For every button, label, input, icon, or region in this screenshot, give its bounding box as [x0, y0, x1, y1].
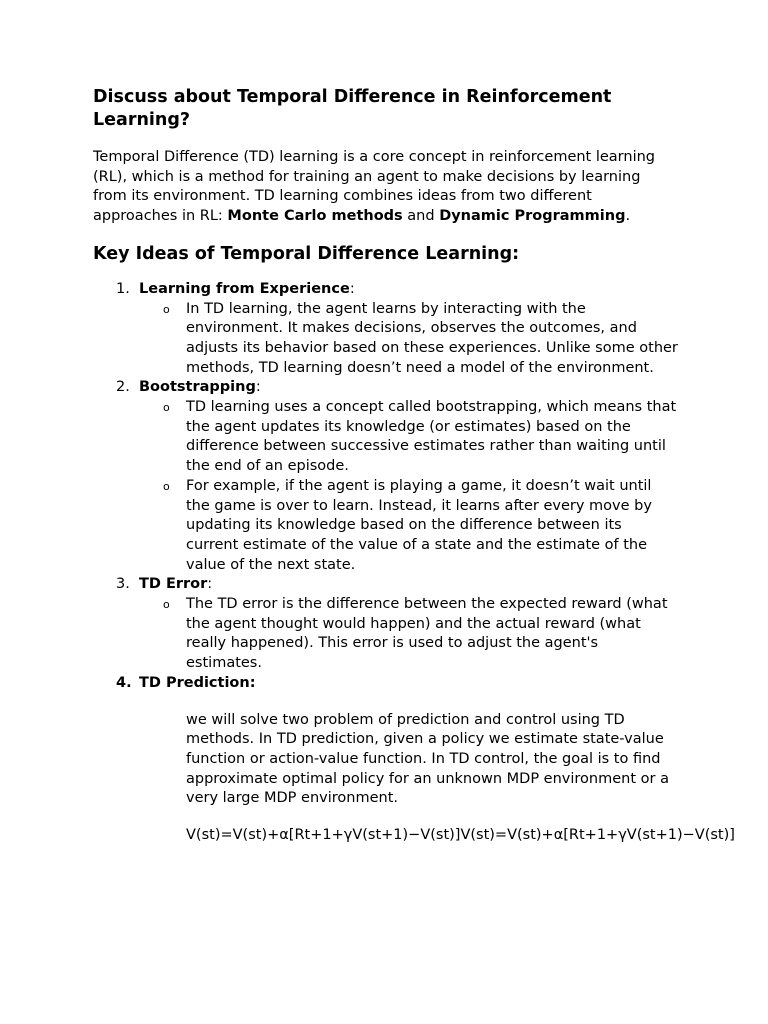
sub-item: [93, 477, 678, 576]
point-number: 4.: [116, 674, 132, 691]
point-heading: [93, 575, 678, 595]
point-heading: [93, 674, 678, 694]
point-suffix: :: [207, 576, 213, 593]
point-title: Bootstrapping: [139, 379, 256, 396]
intro-bold-dynamic-programming: Dynamic Programming: [439, 208, 626, 225]
point-number: 3.: [116, 576, 130, 593]
list-item-td-error: [93, 575, 678, 674]
intro-text-b: and: [402, 208, 440, 225]
intro-text-c: .: [625, 208, 631, 225]
point-title: TD Error: [139, 576, 208, 593]
intro-bold-monte-carlo: Monte Carlo methods: [227, 208, 403, 225]
sub-item-text: For example, if the agent is playing a game, it doesn’t wait until the game is over to learn. Instead, it learns after every move by updating its knowledge based on the difference between its current estimate of the value of a state and the estimate of the value of the next state.: [186, 477, 652, 573]
point-title: Learning from Experience: [139, 280, 350, 297]
prediction-paragraph: we will solve two problem of prediction and control using TD methods. In TD prediction, given a policy we estimate state-value function or action-value function. In TD control, the goal is to find approximate optimal policy for an unknown MDP environment or a very large MDP environment.: [186, 711, 669, 807]
sub-list: [93, 595, 678, 674]
key-ideas-list: [93, 280, 678, 694]
sub-list: [93, 398, 678, 575]
intro-paragraph: [93, 148, 678, 227]
document-title: Discuss about Temporal Difference in Reinforcement Learning?: [93, 87, 612, 130]
sub-item: [93, 398, 678, 477]
point-title: TD Prediction:: [139, 674, 256, 691]
bullet-icon: o: [163, 598, 170, 612]
bullet-icon: o: [163, 401, 170, 415]
sub-list: [93, 300, 678, 379]
point-number: 1.: [116, 280, 130, 297]
list-item-bootstrapping: [93, 378, 678, 575]
point-heading: [93, 280, 678, 300]
sub-item: [93, 300, 678, 379]
sub-item: [93, 595, 678, 674]
sub-item-text: The TD error is the difference between the expected reward (what the agent thought would happen) and the actual reward (what really happened). This error is used to adjust the agent's estimates.: [186, 596, 668, 672]
bullet-icon: o: [163, 302, 170, 316]
list-item-learning-from-experience: [93, 280, 678, 379]
td-update-formula: V(st)=V(st)+α[Rt+1+γV(st+1)−V(st)]V(st)=V(st)+α[Rt+1+γV(st+1)−V(st)]: [186, 827, 735, 844]
point-number: 2.: [116, 379, 130, 396]
list-item-td-prediction: [93, 674, 678, 694]
point-suffix: :: [255, 379, 261, 396]
point-suffix: :: [349, 280, 355, 297]
section-heading: Key Ideas of Temporal Difference Learning:: [93, 243, 520, 264]
sub-item-text: TD learning uses a concept called bootstrapping, which means that the agent updates its knowledge (or estimates) based on the difference between successive estimates rather than waiting until the end of an episode.: [186, 399, 677, 475]
bullet-icon: o: [163, 479, 170, 493]
intro-text-a: Temporal Difference (TD) learning is a core concept in reinforcement learning (RL), which is a method for training an agent to make decisions by learning from its environment. TD learning combines ideas from two different approaches in RL:: [93, 149, 656, 225]
sub-item-text: In TD learning, the agent learns by interacting with the environment. It makes decisions, observes the outcomes, and adjusts its behavior based on these experiences. Unlike some other methods, TD learning doesn’t need a model of the environment.: [186, 300, 678, 376]
point-heading: [93, 378, 678, 398]
